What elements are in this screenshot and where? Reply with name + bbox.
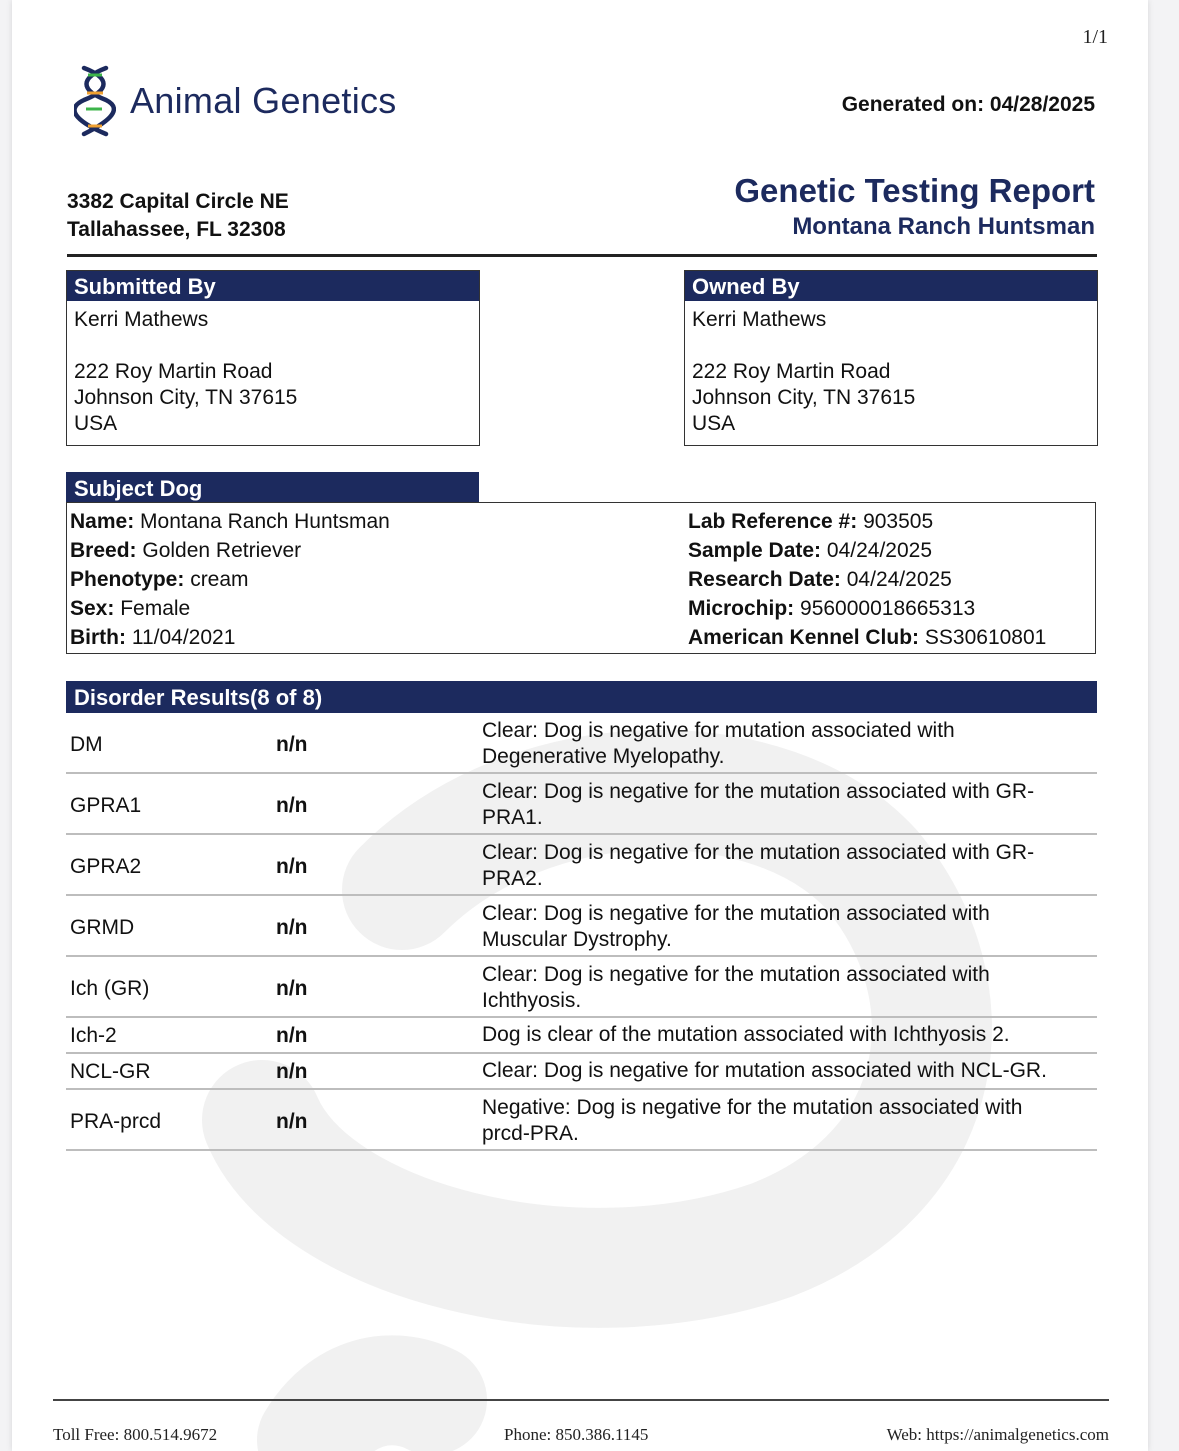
table-row	[66, 1054, 1097, 1090]
disorder-genotype: n/n	[276, 855, 308, 878]
table-row	[66, 896, 1097, 957]
disorder-description: Clear: Dog is negative for the mutation associated with GR- PRA1.	[482, 780, 1035, 829]
footer-phone: Phone: 850.386.1145	[504, 1425, 649, 1444]
subject-field-microchip: Microchip: 956000018665313	[688, 597, 976, 620]
table-row	[66, 957, 1097, 1018]
subject-field-research-date: Research Date: 04/24/2025	[688, 568, 952, 591]
table-row	[66, 774, 1097, 835]
disorder-genotype: n/n	[276, 916, 308, 939]
disorder-results-table	[66, 713, 1097, 1151]
submitter-address-line: 222 Roy Martin Road	[74, 360, 273, 383]
table-row	[66, 1090, 1097, 1151]
footer-web-link[interactable]: Web: https://animalgenetics.com	[886, 1425, 1109, 1444]
disorder-name: GRMD	[70, 916, 135, 939]
subject-field-akc: American Kennel Club: SS30610801	[688, 626, 1047, 649]
subject-dog-box	[66, 502, 1096, 654]
disorder-name: DM	[70, 733, 103, 756]
owned-by-heading: Owned By	[685, 271, 1097, 301]
owner-address-line: 222 Roy Martin Road	[692, 360, 891, 383]
submitter-address-line: Johnson City, TN 37615	[74, 386, 298, 409]
submitted-by-box	[66, 270, 480, 446]
dna-helix-icon	[74, 64, 116, 138]
subject-dog-heading: Subject Dog	[66, 472, 479, 503]
subject-field-birth: Birth: 11/04/2021	[70, 626, 236, 649]
disorder-results-heading: Disorder Results(8 of 8)	[66, 681, 1097, 713]
header-divider	[67, 254, 1097, 257]
disorder-description: Dog is clear of the mutation associated with Ichthyosis 2.	[482, 1023, 1010, 1046]
owned-by-box	[684, 270, 1098, 446]
subject-field-sample-date: Sample Date: 04/24/2025	[688, 539, 932, 562]
subject-field-breed: Breed: Golden Retriever	[70, 539, 302, 562]
subject-field-phenotype: Phenotype: cream	[70, 568, 249, 591]
lab-address	[67, 188, 289, 244]
subject-field-name: Name: Montana Ranch Huntsman	[70, 510, 390, 533]
subject-field-sex: Sex: Female	[70, 597, 191, 620]
disorder-description: Clear: Dog is negative for the mutation associated with GR- PRA2.	[482, 841, 1035, 890]
lab-address-line: Tallahassee, FL 32308	[67, 218, 286, 241]
owner-name: Kerri Mathews	[692, 308, 827, 331]
subject-field-lab-reference: Lab Reference #: 903505	[688, 510, 934, 533]
page-number: 1/1	[1082, 26, 1108, 48]
disorder-name: GPRA2	[70, 855, 142, 878]
owner-address-line: USA	[692, 412, 736, 435]
disorder-genotype: n/n	[276, 1024, 308, 1047]
lab-address-line: 3382 Capital Circle NE	[67, 190, 289, 213]
generated-date: Generated on: 04/28/2025	[841, 93, 1095, 116]
disorder-description: Negative: Dog is negative for the mutation associated with prcd-PRA.	[482, 1096, 1023, 1145]
submitter-address-line: USA	[74, 412, 118, 435]
disorder-name: GPRA1	[70, 794, 142, 817]
table-row	[66, 713, 1097, 774]
submitted-by-heading: Submitted By	[67, 271, 479, 301]
report-page	[12, 0, 1148, 1451]
disorder-genotype: n/n	[276, 794, 308, 817]
table-row	[66, 835, 1097, 896]
table-row	[66, 1018, 1097, 1054]
disorder-genotype: n/n	[276, 1060, 308, 1083]
disorder-genotype: n/n	[276, 733, 308, 756]
disorder-name: PRA-prcd	[70, 1110, 162, 1133]
disorder-genotype: n/n	[276, 977, 308, 1000]
disorder-name: Ich-2	[70, 1024, 117, 1047]
disorder-description: Clear: Dog is negative for mutation associated with NCL-GR.	[482, 1059, 1047, 1082]
footer-toll-free: Toll Free: 800.514.9672	[53, 1425, 218, 1444]
disorder-description: Clear: Dog is negative for the mutation associated with Muscular Dystrophy.	[482, 902, 990, 951]
disorder-description: Clear: Dog is negative for the mutation associated with Ichthyosis.	[482, 963, 990, 1012]
brand-name: Animal Genetics	[130, 80, 397, 121]
report-title: Genetic Testing Report	[734, 172, 1095, 209]
submitter-name: Kerri Mathews	[74, 308, 209, 331]
owner-address-line: Johnson City, TN 37615	[692, 386, 916, 409]
disorder-description: Clear: Dog is negative for mutation associated with Degenerative Myelopathy.	[482, 719, 955, 768]
footer-divider	[53, 1399, 1109, 1401]
disorder-name: Ich (GR)	[70, 977, 150, 1000]
disorder-genotype: n/n	[276, 1110, 308, 1133]
report-subtitle: Montana Ranch Huntsman	[792, 213, 1095, 240]
disorder-name: NCL-GR	[70, 1060, 151, 1083]
